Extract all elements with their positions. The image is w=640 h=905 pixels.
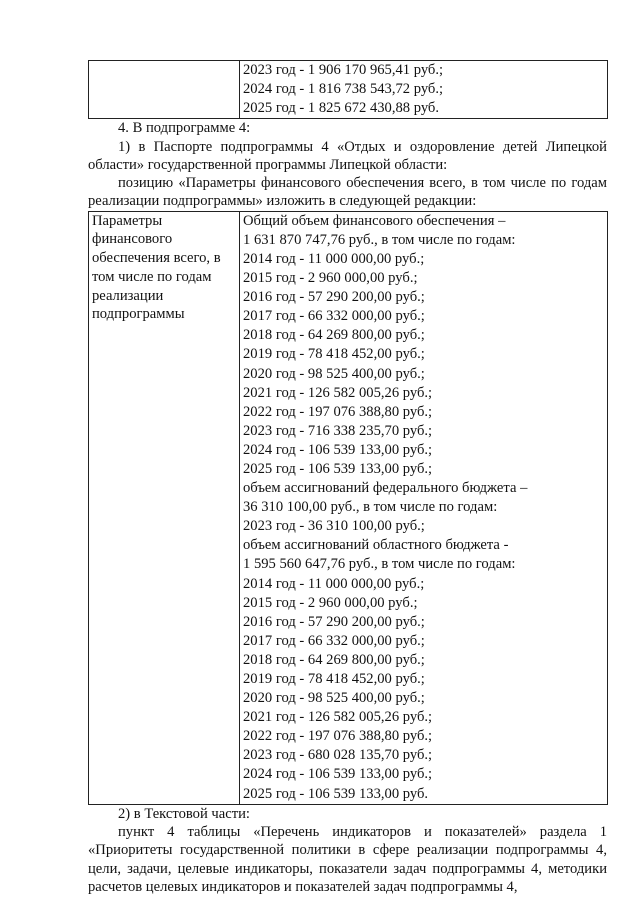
value-line: 2019 год - 78 418 452,00 руб.; (243, 671, 425, 688)
value-line: 2025 год - 106 539 133,00 руб.; (243, 460, 433, 477)
item-2-heading: 2) в Текстовой части: (118, 805, 250, 822)
parameter-name-line: реализации (92, 287, 164, 304)
document-page (88, 60, 607, 896)
budget-line: 2023 год - 1 906 170 965,41 руб.; (243, 62, 444, 78)
parameter-name-cell (89, 211, 240, 804)
value-line: 2017 год - 66 332 000,00 руб.; (243, 308, 425, 325)
table-row (89, 61, 608, 119)
parameter-name-line: обеспечения всего, в (92, 250, 221, 267)
table-cell-years (240, 61, 608, 119)
instruction-paragraph: позицию «Параметры финансового обеспечения всего, в том числе по годам реализации подпрограммы» изложить в следующей редакции: (88, 175, 607, 210)
value-line: 36 310 100,00 руб., в том числе по годам: (243, 499, 498, 516)
parameter-value-cell (240, 211, 608, 804)
value-line: объем ассигнований областного бюджета - (243, 537, 509, 554)
value-line: 1 631 870 747,76 руб., в том числе по годам: (243, 231, 516, 248)
value-line: 2022 год - 197 076 388,80 руб.; (243, 728, 433, 745)
value-line: 2024 год - 106 539 133,00 руб.; (243, 766, 433, 783)
value-line: 2021 год - 126 582 005,26 руб.; (243, 709, 433, 726)
parameter-name-line: финансового (92, 231, 173, 248)
parameter-name-line: том числе по годам (92, 268, 212, 285)
value-line: 2023 год - 36 310 100,00 руб.; (243, 518, 425, 535)
table-cell-empty (89, 61, 240, 119)
value-line: 2022 год - 197 076 388,80 руб.; (243, 403, 433, 420)
table-row (89, 211, 608, 804)
value-line: 2018 год - 64 269 800,00 руб.; (243, 327, 425, 344)
value-line: 2016 год - 57 290 200,00 руб.; (243, 289, 425, 306)
value-line: 2024 год - 106 539 133,00 руб.; (243, 441, 433, 458)
value-line: 2020 год - 98 525 400,00 руб.; (243, 690, 425, 707)
value-line: 2015 год - 2 960 000,00 руб.; (243, 594, 418, 611)
item-2-paragraph: пункт 4 таблицы «Перечень индикаторов и показателей» раздела 1 «Приоритеты государственной политики в сфере реализации подпрограммы 4, цели, задачи, целевые индикаторы, показатели задач подпрограммы 4, методики расчетов целевых индикаторов и показателей задач подпрограммы 4, (88, 823, 607, 895)
value-line: 2019 год - 78 418 452,00 руб.; (243, 346, 425, 363)
financing-parameters-table (88, 211, 608, 805)
value-line: 2020 год - 98 525 400,00 руб.; (243, 365, 425, 382)
item-1-paragraph: 1) в Паспорте подпрограммы 4 «Отдых и оздоровление детей Липецкой области» государственной программы Липецкой области: (88, 138, 607, 173)
value-line: объем ассигнований федерального бюджета – (243, 480, 528, 497)
section-heading: 4. В подпрограмме 4: (118, 120, 251, 137)
value-line: 2023 год - 716 338 235,70 руб.; (243, 422, 433, 439)
value-line: 1 595 560 647,76 руб., в том числе по годам: (243, 556, 516, 573)
value-line: 2014 год - 11 000 000,00 руб.; (243, 575, 425, 592)
value-line: 2014 год - 11 000 000,00 руб.; (243, 250, 425, 267)
value-line: 2021 год - 126 582 005,26 руб.; (243, 384, 433, 401)
budget-line: 2025 год - 1 825 672 430,88 руб. (243, 100, 440, 117)
value-line: 2025 год - 106 539 133,00 руб. (243, 785, 429, 802)
parameter-name-line: подпрограммы (92, 306, 185, 323)
value-line: 2018 год - 64 269 800,00 руб.; (243, 651, 425, 668)
budget-line: 2024 год - 1 816 738 543,72 руб.; (243, 81, 444, 98)
value-line: 2023 год - 680 028 135,70 руб.; (243, 747, 433, 764)
budget-continuation-table (88, 60, 608, 119)
value-line: 2016 год - 57 290 200,00 руб.; (243, 613, 425, 630)
parameter-name-line: Параметры (92, 212, 163, 229)
value-line: 2015 год - 2 960 000,00 руб.; (243, 270, 418, 287)
value-line: 2017 год - 66 332 000,00 руб.; (243, 632, 425, 649)
value-line: Общий объем финансового обеспечения – (243, 212, 506, 229)
